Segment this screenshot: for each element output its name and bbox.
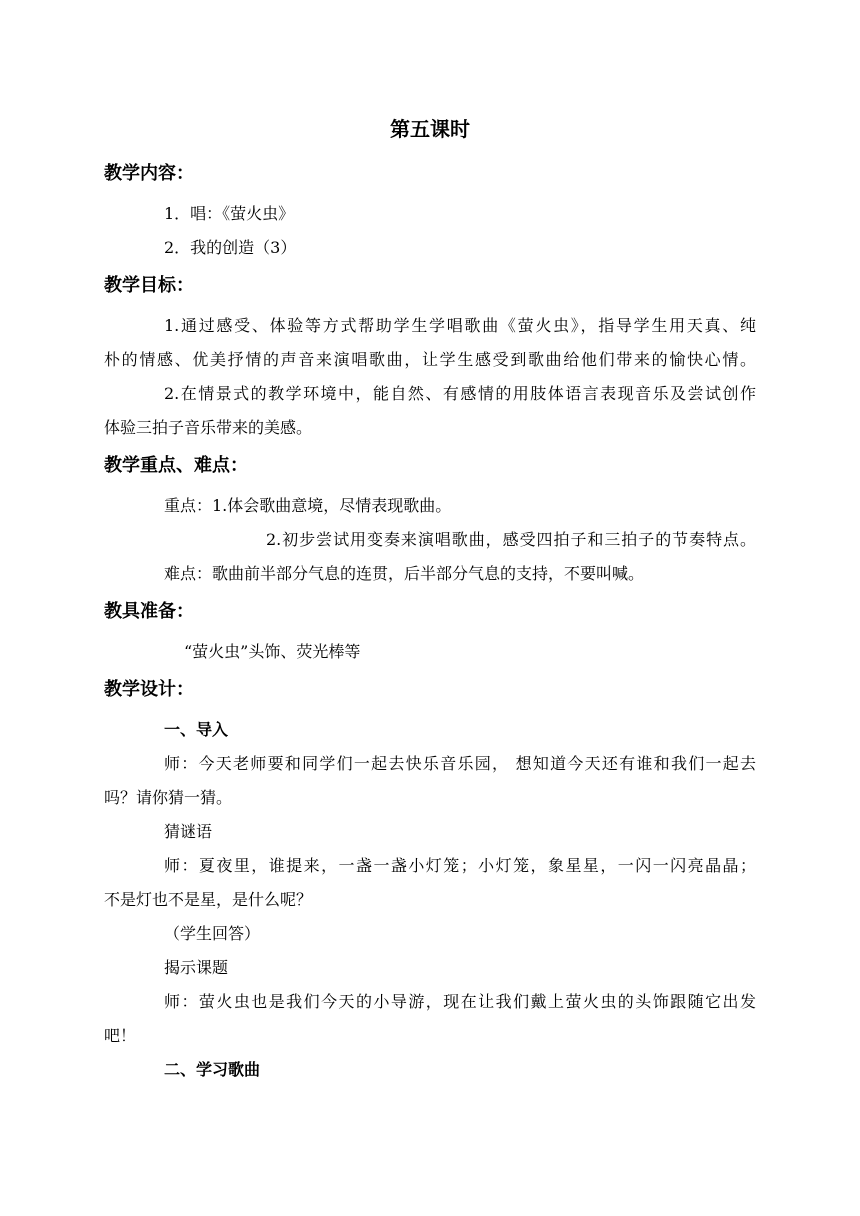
- part1-line-4: 师：夏夜里，谁提来，一盏一盏小灯笼；小灯笼，象星星，一闪一闪亮晶晶；: [164, 856, 756, 875]
- part1-line-3: 猜谜语: [164, 822, 213, 841]
- materials-line: “萤火虫”头饰、荧光棒等: [184, 642, 361, 661]
- part1-line-7: 揭示课题: [164, 958, 229, 977]
- goals-heading: 教学目标：: [104, 275, 194, 296]
- content-heading: 教学内容：: [104, 163, 194, 184]
- part2-heading: 二、学习歌曲: [164, 1060, 261, 1079]
- content-item-1: 1．唱：《萤火虫》: [164, 204, 295, 223]
- difficulty-line: 难点：歌曲前半部分气息的连贯，后半部分气息的支持，不要叫喊。: [164, 564, 645, 583]
- design-heading: 教学设计：: [104, 679, 194, 700]
- goals-line-3: 2.在情景式的教学环境中，能自然、有感情的用肢体语言表现音乐及尝试创作: [164, 384, 756, 403]
- part1-line-1: 师：今天老师要和同学们一起去快乐音乐园， 想知道今天还有谁和我们一起去: [164, 754, 756, 773]
- key-point-line-1: 重点：1.体会歌曲意境，尽情表现歌曲。: [164, 496, 452, 515]
- goals-line-2: 朴的情感、优美抒情的声音来演唱歌曲，让学生感受到歌曲给他们带来的愉快心情。: [104, 350, 756, 369]
- materials-heading: 教具准备：: [104, 601, 194, 622]
- key-point-line-2: 2.初步尝试用变奏来演唱歌曲，感受四拍子和三拍子的节奏特点。: [266, 530, 756, 549]
- content-item-2: 2．我的创造（3）: [164, 238, 297, 257]
- key-points-heading: 教学重点、难点：: [104, 455, 248, 476]
- part1-line-8: 师：萤火虫也是我们今天的小导游，现在让我们戴上萤火虫的头饰跟随它出发: [164, 992, 756, 1011]
- part1-line-5: 不是灯也不是星，是什么呢？: [104, 890, 313, 909]
- part1-heading: 一、导入: [164, 720, 229, 739]
- goals-line-1: 1.通过感受、体验等方式帮助学生学唱歌曲《萤火虫》，指导学生用天真、纯: [164, 316, 756, 335]
- part1-line-9: 吧！: [104, 1026, 137, 1045]
- goals-line-4: 体验三拍子音乐带来的美感。: [104, 418, 313, 437]
- part1-line-2: 吗？请你猜一猜。: [104, 788, 233, 807]
- page-title: 第五课时: [390, 117, 470, 141]
- part1-line-6: （学生回答）: [164, 924, 261, 943]
